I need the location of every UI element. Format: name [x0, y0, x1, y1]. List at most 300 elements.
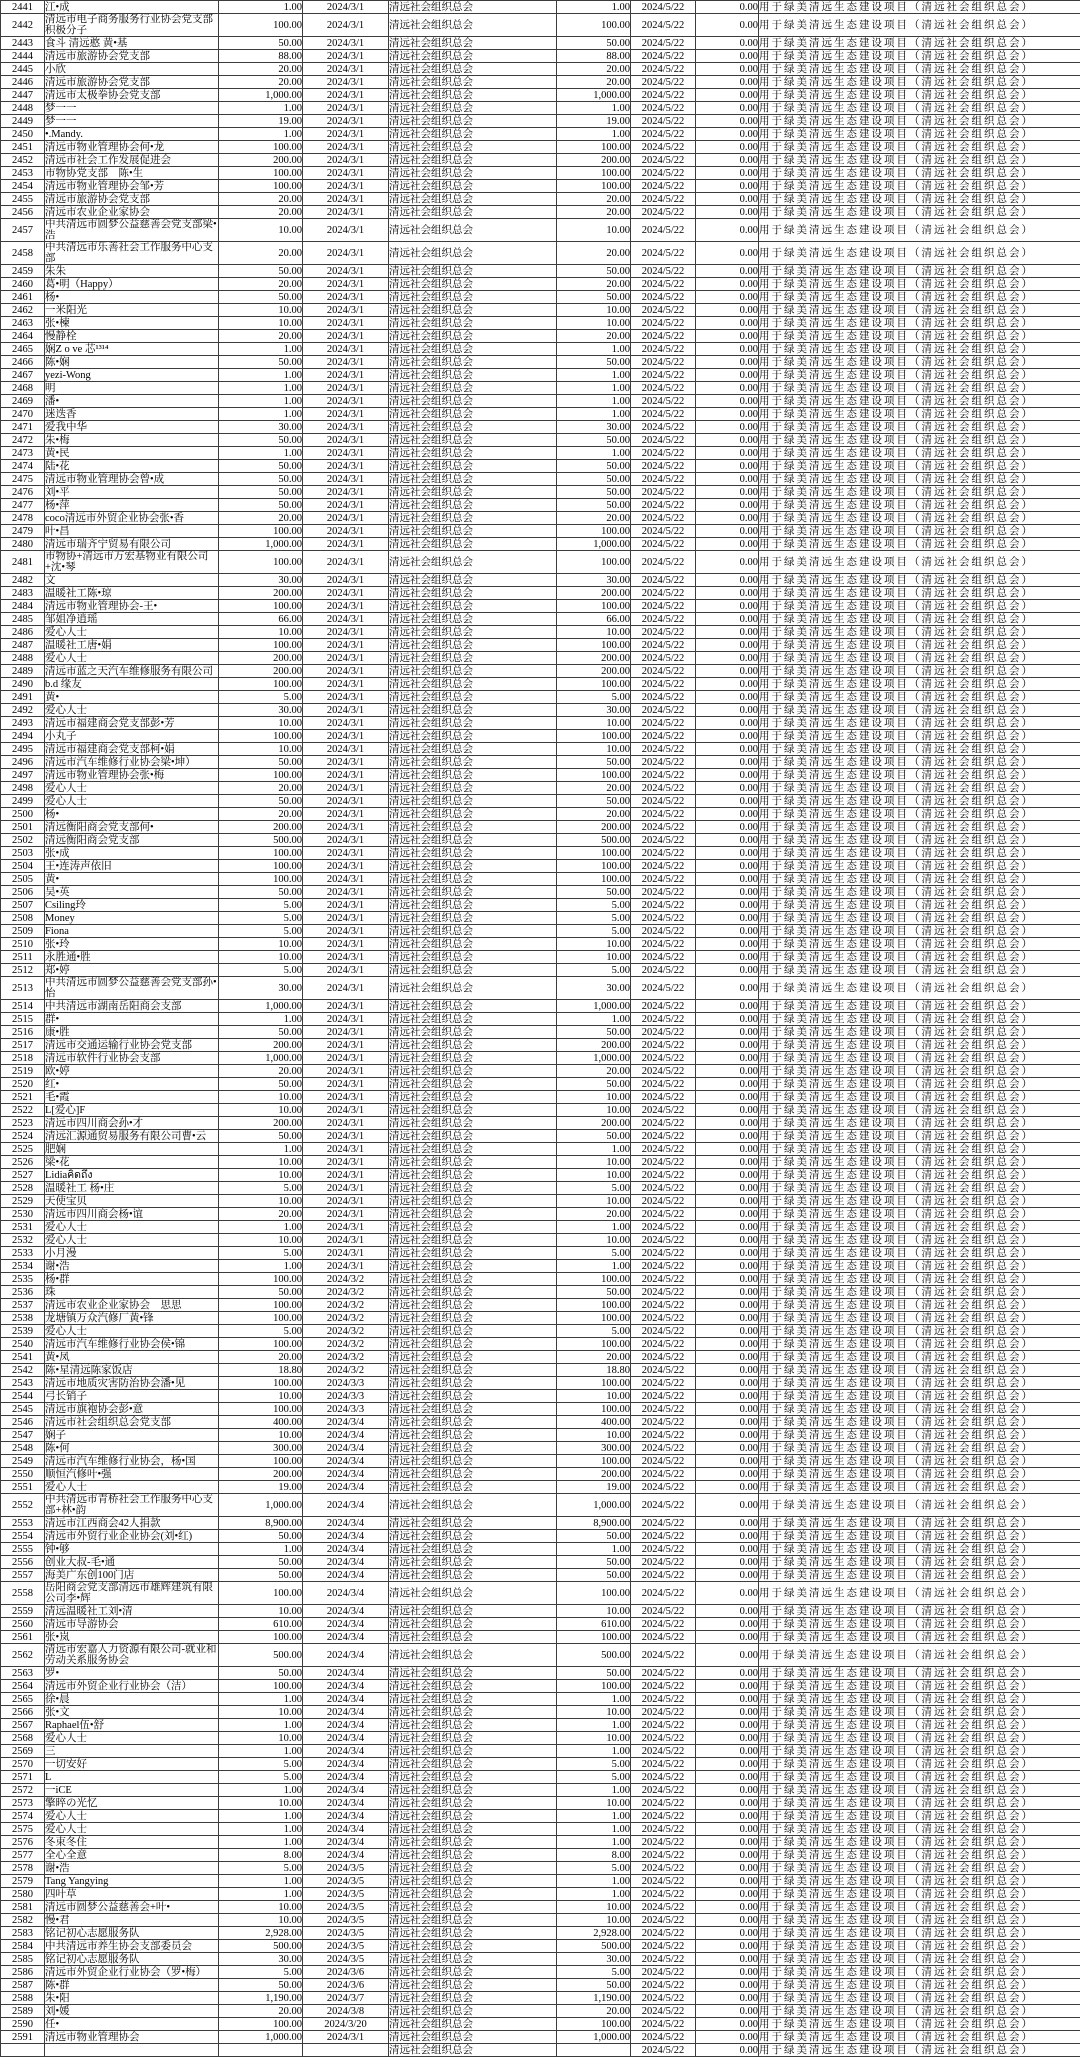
usage-description: 用于绿美清远生态建设项目（清远社会组织总会） — [759, 1849, 1080, 1862]
recipient-org: 清远社会组织总会 — [389, 1530, 557, 1543]
donation-amount: 1,000.00 — [219, 538, 303, 551]
donor-name: 潘• — [45, 395, 219, 408]
row-id: 2465 — [1, 343, 45, 356]
donation-date: 2024/3/1 — [303, 1143, 389, 1156]
usage-description: 用于绿美清远生态建设项目（清远社会组织总会） — [759, 525, 1080, 538]
row-id: 2455 — [1, 193, 45, 206]
balance-amount: 0.00 — [696, 2031, 759, 2044]
usage-description: 用于绿美清远生态建设项目（清远社会组织总会） — [759, 1286, 1080, 1299]
row-id: 2554 — [1, 1530, 45, 1543]
row-id: 2508 — [1, 912, 45, 925]
donation-date: 2024/3/1 — [303, 873, 389, 886]
used-amount: 20.00 — [557, 206, 631, 219]
row-id: 2568 — [1, 1732, 45, 1745]
donor-name: 欧•婷 — [45, 1065, 219, 1078]
row-id: 2509 — [1, 925, 45, 938]
used-amount: 20.00 — [557, 193, 631, 206]
table-row — [1, 1940, 1080, 1953]
usage-date: 2024/5/22 — [631, 587, 696, 600]
row-id: 2523 — [1, 1117, 45, 1130]
donation-date: 2024/3/1 — [303, 600, 389, 613]
balance-amount: 0.00 — [696, 538, 759, 551]
row-id: 2536 — [1, 1286, 45, 1299]
row-id: 2539 — [1, 1325, 45, 1338]
table-row — [1, 180, 1080, 193]
donation-date: 2024/3/2 — [303, 1299, 389, 1312]
used-amount: 400.00 — [557, 1416, 631, 1429]
recipient-org: 清远社会组织总会 — [389, 1940, 557, 1953]
usage-description: 用于绿美清远生态建设项目（清远社会组织总会） — [759, 1104, 1080, 1117]
row-id: 2553 — [1, 1517, 45, 1530]
row-id: 2518 — [1, 1052, 45, 1065]
balance-amount: 0.00 — [696, 1221, 759, 1234]
donor-name: 刘•媛 — [45, 2005, 219, 2018]
table-row — [1, 1221, 1080, 1234]
used-amount: 5.00 — [557, 1325, 631, 1338]
table-row — [1, 1156, 1080, 1169]
recipient-org: 清远社会组织总会 — [389, 1771, 557, 1784]
balance-amount: 0.00 — [696, 180, 759, 193]
usage-date: 2024/5/22 — [631, 1680, 696, 1693]
used-amount: 100.00 — [557, 847, 631, 860]
donation-date: 2024/3/1 — [303, 89, 389, 102]
donor-name: 爱心人士 — [45, 795, 219, 808]
balance-amount: 0.00 — [696, 613, 759, 626]
donation-amount: 1.00 — [219, 1260, 303, 1273]
donor-name: 清远市旅游协会党支部 — [45, 50, 219, 63]
row-id: 2551 — [1, 1481, 45, 1494]
donation-amount: 200.00 — [219, 821, 303, 834]
usage-date: 2024/5/22 — [631, 1273, 696, 1286]
balance-amount: 0.00 — [696, 1351, 759, 1364]
balance-amount: 0.00 — [696, 304, 759, 317]
donor-name: 张•文 — [45, 1706, 219, 1719]
usage-date: 2024/5/22 — [631, 1104, 696, 1117]
recipient-org: 清远社会组织总会 — [389, 1078, 557, 1091]
balance-amount: 0.00 — [696, 782, 759, 795]
used-amount: 50.00 — [557, 37, 631, 50]
table-row — [1, 1013, 1080, 1026]
recipient-org: 清远社会组织总会 — [389, 1810, 557, 1823]
usage-description: 用于绿美清远生态建设项目（清远社会组织总会） — [759, 1455, 1080, 1468]
used-amount: 1.00 — [557, 1143, 631, 1156]
donation-amount: 50.00 — [219, 1979, 303, 1992]
donor-name: 爱心人士 — [45, 1823, 219, 1836]
usage-date: 2024/5/22 — [631, 473, 696, 486]
donation-date: 2024/3/4 — [303, 1468, 389, 1481]
table-row — [1, 115, 1080, 128]
balance-amount: 0.00 — [696, 1195, 759, 1208]
donation-date: 2024/3/4 — [303, 1719, 389, 1732]
donation-amount: 50.00 — [219, 291, 303, 304]
used-amount: 100.00 — [557, 860, 631, 873]
donation-amount: 20.00 — [219, 330, 303, 343]
donation-date: 2024/3/1 — [303, 141, 389, 154]
usage-date: 2024/5/22 — [631, 769, 696, 782]
donation-amount: 1,000.00 — [219, 1494, 303, 1517]
table-row — [1, 1582, 1080, 1605]
balance-amount: 0.00 — [696, 369, 759, 382]
balance-amount: 0.00 — [696, 1680, 759, 1693]
recipient-org: 清远社会组织总会 — [389, 499, 557, 512]
usage-description: 用于绿美清远生态建设项目（清远社会组织总会） — [759, 1732, 1080, 1745]
used-amount: 200.00 — [557, 821, 631, 834]
usage-description: 用于绿美清远生态建设项目（清远社会组织总会） — [759, 1582, 1080, 1605]
usage-description: 用于绿美清远生态建设项目（清远社会组织总会） — [759, 1169, 1080, 1182]
table-row — [1, 808, 1080, 821]
used-amount: 50.00 — [557, 886, 631, 899]
donor-name: 杨• — [45, 291, 219, 304]
recipient-org: 清远社会组织总会 — [389, 1052, 557, 1065]
balance-amount: 0.00 — [696, 525, 759, 538]
table-row — [1, 141, 1080, 154]
usage-description: 用于绿美清远生态建设项目（清远社会组织总会） — [759, 977, 1080, 1000]
usage-date: 2024/5/22 — [631, 925, 696, 938]
donation-amount: 200.00 — [219, 1117, 303, 1130]
row-id: 2537 — [1, 1299, 45, 1312]
usage-date: 2024/5/22 — [631, 704, 696, 717]
usage-date: 2024/5/22 — [631, 717, 696, 730]
donation-amount: 1.00 — [219, 1745, 303, 1758]
row-id: 2470 — [1, 408, 45, 421]
usage-date: 2024/5/22 — [631, 1862, 696, 1875]
table-row — [1, 769, 1080, 782]
used-amount: 20.00 — [557, 782, 631, 795]
donor-name: 食斗 清远憨 黄•基 — [45, 37, 219, 50]
table-row — [1, 1836, 1080, 1849]
donor-name: 顺恒汽修叶•强 — [45, 1468, 219, 1481]
table-row — [1, 1000, 1080, 1013]
donation-date: 2024/3/1 — [303, 1065, 389, 1078]
donation-amount: 50.00 — [219, 265, 303, 278]
table-row — [1, 1862, 1080, 1875]
donation-amount: 1.00 — [219, 1823, 303, 1836]
used-amount: 30.00 — [557, 574, 631, 587]
balance-amount: 0.00 — [696, 1065, 759, 1078]
usage-description: 用于绿美清远生态建设项目（清远社会组织总会） — [759, 938, 1080, 951]
table-row — [1, 1390, 1080, 1403]
usage-description: 用于绿美清远生态建设项目（清远社会组织总会） — [759, 795, 1080, 808]
donor-name: 一iCE — [45, 1784, 219, 1797]
donation-amount: 100.00 — [219, 1377, 303, 1390]
balance-amount: 0.00 — [696, 1338, 759, 1351]
recipient-org: 清远社会组织总会 — [389, 1429, 557, 1442]
donation-date: 2024/3/1 — [303, 808, 389, 821]
usage-date: 2024/5/22 — [631, 1351, 696, 1364]
usage-date: 2024/5/22 — [631, 382, 696, 395]
table-row — [1, 1338, 1080, 1351]
donor-name: 文 — [45, 574, 219, 587]
row-id: 2471 — [1, 421, 45, 434]
usage-date: 2024/5/22 — [631, 2044, 696, 2057]
donation-date: 2024/3/1 — [303, 538, 389, 551]
balance-amount: 0.00 — [696, 1377, 759, 1390]
recipient-org: 清远社会组织总会 — [389, 76, 557, 89]
donor-name: 三 — [45, 1745, 219, 1758]
table-row — [1, 1849, 1080, 1862]
donation-date: 2024/3/1 — [303, 704, 389, 717]
used-amount: 100.00 — [557, 1377, 631, 1390]
donation-date: 2024/3/1 — [303, 938, 389, 951]
donation-amount: 30.00 — [219, 704, 303, 717]
recipient-org: 清远社会组织总会 — [389, 1693, 557, 1706]
donor-name: 梦一一 — [45, 102, 219, 115]
recipient-org: 清远社会组织总会 — [389, 206, 557, 219]
donation-amount: 1.00 — [219, 128, 303, 141]
balance-amount: 0.00 — [696, 1182, 759, 1195]
donation-amount: 50.00 — [219, 1078, 303, 1091]
usage-description: 用于绿美清远生态建设项目（清远社会组织总会） — [759, 717, 1080, 730]
usage-description: 用于绿美清远生态建设项目（清远社会组织总会） — [759, 447, 1080, 460]
donation-date: 2024/3/8 — [303, 2005, 389, 2018]
row-id: 2538 — [1, 1312, 45, 1325]
table-row — [1, 1442, 1080, 1455]
recipient-org: 清远社会组织总会 — [389, 486, 557, 499]
usage-description: 用于绿美清远生态建设项目（清远社会组织总会） — [759, 193, 1080, 206]
donor-name: 龙塘镇万众汽修厂黄•锋 — [45, 1312, 219, 1325]
donation-amount: 1.00 — [219, 408, 303, 421]
donation-date: 2024/3/4 — [303, 1442, 389, 1455]
balance-amount: 0.00 — [696, 408, 759, 421]
donation-amount: 50.00 — [219, 486, 303, 499]
balance-amount: 0.00 — [696, 1667, 759, 1680]
used-amount: 20.00 — [557, 242, 631, 265]
balance-amount: 0.00 — [696, 808, 759, 821]
usage-description: 用于绿美清远生态建设项目（清远社会组织总会） — [759, 1390, 1080, 1403]
donor-name: 红• — [45, 1078, 219, 1091]
donation-amount: 100.00 — [219, 525, 303, 538]
row-id: 2486 — [1, 626, 45, 639]
donation-amount: 100.00 — [219, 551, 303, 574]
balance-amount: 0.00 — [696, 1247, 759, 1260]
used-amount: 20.00 — [557, 63, 631, 76]
donation-amount: 10.00 — [219, 1914, 303, 1927]
usage-date: 2024/5/22 — [631, 1338, 696, 1351]
usage-date: 2024/5/22 — [631, 1745, 696, 1758]
used-amount: 10.00 — [557, 951, 631, 964]
table-row — [1, 434, 1080, 447]
donation-amount: 100.00 — [219, 1299, 303, 1312]
usage-date: 2024/5/22 — [631, 1208, 696, 1221]
recipient-org: 清远社会组织总会 — [389, 1169, 557, 1182]
balance-amount: 0.00 — [696, 1927, 759, 1940]
balance-amount: 0.00 — [696, 652, 759, 665]
recipient-org: 清远社会组织总会 — [389, 1416, 557, 1429]
donor-name: 群• — [45, 1013, 219, 1026]
donation-amount: 1.00 — [219, 1836, 303, 1849]
donation-amount: 5.00 — [219, 1771, 303, 1784]
usage-date: 2024/5/22 — [631, 434, 696, 447]
balance-amount: 0.00 — [696, 1416, 759, 1429]
row-id: 2549 — [1, 1455, 45, 1468]
usage-date: 2024/5/22 — [631, 1797, 696, 1810]
usage-description: 用于绿美清远生态建设项目（清远社会组织总会） — [759, 1221, 1080, 1234]
used-amount: 300.00 — [557, 1442, 631, 1455]
usage-date: 2024/5/22 — [631, 1966, 696, 1979]
donation-date: 2024/3/1 — [303, 821, 389, 834]
recipient-org: 清远社会组织总会 — [389, 1260, 557, 1273]
usage-date: 2024/5/22 — [631, 1875, 696, 1888]
recipient-org: 清远社会组织总会 — [389, 1644, 557, 1667]
balance-amount: 0.00 — [696, 317, 759, 330]
donor-name: 慢•君 — [45, 1914, 219, 1927]
usage-date: 2024/5/22 — [631, 50, 696, 63]
donation-date: 2024/3/4 — [303, 1429, 389, 1442]
recipient-org: 清远社会组织总会 — [389, 1000, 557, 1013]
row-id: 2572 — [1, 1784, 45, 1797]
donor-name: 吴•英 — [45, 886, 219, 899]
table-row — [1, 2044, 1080, 2057]
donation-amount: 1,000.00 — [219, 1052, 303, 1065]
balance-amount: 0.00 — [696, 1823, 759, 1836]
usage-date: 2024/5/22 — [631, 512, 696, 525]
usage-date: 2024/5/22 — [631, 1286, 696, 1299]
balance-amount: 0.00 — [696, 1364, 759, 1377]
recipient-org: 清远社会组织总会 — [389, 795, 557, 808]
used-amount: 500.00 — [557, 1644, 631, 1667]
balance-amount: 0.00 — [696, 37, 759, 50]
recipient-org: 清远社会组织总会 — [389, 1468, 557, 1481]
recipient-org: 清远社会组织总会 — [389, 37, 557, 50]
donation-date: 2024/3/3 — [303, 1390, 389, 1403]
donation-date: 2024/3/5 — [303, 1875, 389, 1888]
usage-date: 2024/5/22 — [631, 1569, 696, 1582]
row-id: 2452 — [1, 154, 45, 167]
row-id: 2454 — [1, 180, 45, 193]
row-id: 2517 — [1, 1039, 45, 1052]
donation-amount: 10.00 — [219, 317, 303, 330]
donor-name: 黄• — [45, 691, 219, 704]
row-id: 2445 — [1, 63, 45, 76]
donation-amount: 1.00 — [219, 1784, 303, 1797]
recipient-org: 清远社会组织总会 — [389, 964, 557, 977]
usage-description: 用于绿美清远生态建设项目（清远社会组织总会） — [759, 1000, 1080, 1013]
balance-amount: 0.00 — [696, 704, 759, 717]
used-amount: 1.00 — [557, 128, 631, 141]
used-amount: 1.00 — [557, 1784, 631, 1797]
used-amount: 1.00 — [557, 1719, 631, 1732]
usage-date: 2024/5/22 — [631, 899, 696, 912]
donation-date: 2024/3/4 — [303, 1836, 389, 1849]
usage-date: 2024/5/22 — [631, 304, 696, 317]
usage-description: 用于绿美清远生态建设项目（清远社会组织总会） — [759, 304, 1080, 317]
balance-amount: 0.00 — [696, 951, 759, 964]
donation-date: 2024/3/1 — [303, 1039, 389, 1052]
usage-date: 2024/5/22 — [631, 1052, 696, 1065]
row-id: 2468 — [1, 382, 45, 395]
row-id: 2525 — [1, 1143, 45, 1156]
usage-description: 用于绿美清远生态建设项目（清远社会组织总会） — [759, 782, 1080, 795]
used-amount: 100.00 — [557, 1338, 631, 1351]
usage-date: 2024/5/22 — [631, 1771, 696, 1784]
row-id: 2482 — [1, 574, 45, 587]
usage-description: 用于绿美清远生态建设项目（清远社会组织总会） — [759, 291, 1080, 304]
used-amount: 20.00 — [557, 278, 631, 291]
donation-date: 2024/3/2 — [303, 1312, 389, 1325]
row-id: 2583 — [1, 1927, 45, 1940]
donation-date: 2024/3/1 — [303, 639, 389, 652]
table-row — [1, 486, 1080, 499]
donation-date: 2024/3/1 — [303, 167, 389, 180]
recipient-org: 清远社会组织总会 — [389, 219, 557, 242]
donor-name: 清远市物业管理协会张•梅 — [45, 769, 219, 782]
table-row — [1, 1351, 1080, 1364]
row-id: 2564 — [1, 1680, 45, 1693]
recipient-org: 清远社会组织总会 — [389, 899, 557, 912]
donation-date: 2024/3/2 — [303, 1351, 389, 1364]
donor-name: 清远市汽车维修行业协会梁•坤） — [45, 756, 219, 769]
usage-description: 用于绿美清远生态建设项目（清远社会组织总会） — [759, 1810, 1080, 1823]
usage-date: 2024/5/22 — [631, 421, 696, 434]
recipient-org: 清远社会组织总会 — [389, 1901, 557, 1914]
donation-date: 2024/3/1 — [303, 925, 389, 938]
usage-description: 用于绿美清远生态建设项目（清远社会组织总会） — [759, 551, 1080, 574]
row-id: 2489 — [1, 665, 45, 678]
donation-amount: 10.00 — [219, 304, 303, 317]
table-row — [1, 743, 1080, 756]
usage-date: 2024/5/22 — [631, 2031, 696, 2044]
table-row — [1, 1680, 1080, 1693]
recipient-org: 清远社会组织总会 — [389, 434, 557, 447]
used-amount: 10.00 — [557, 938, 631, 951]
donation-date: 2024/3/1 — [303, 460, 389, 473]
used-amount: 50.00 — [557, 1026, 631, 1039]
donation-date: 2024/3/4 — [303, 1680, 389, 1693]
donation-date: 2024/3/1 — [303, 317, 389, 330]
donor-name: 清远市汽车维修行业协会侯•锦 — [45, 1338, 219, 1351]
recipient-org: 清远社会组织总会 — [389, 1338, 557, 1351]
recipient-org: 清远社会组织总会 — [389, 873, 557, 886]
donation-date: 2024/3/4 — [303, 1784, 389, 1797]
row-id: 2499 — [1, 795, 45, 808]
donor-name: 清远市旅游协会党支部 — [45, 193, 219, 206]
usage-description: 用于绿美清远生态建设项目（清远社会组织总会） — [759, 691, 1080, 704]
usage-description: 用于绿美清远生态建设项目（清远社会组织总会） — [759, 278, 1080, 291]
donation-amount: 50.00 — [219, 434, 303, 447]
donation-amount: 5.00 — [219, 964, 303, 977]
used-amount: 10.00 — [557, 1732, 631, 1745]
used-amount: 100.00 — [557, 525, 631, 538]
row-id: 2550 — [1, 1468, 45, 1481]
balance-amount: 0.00 — [696, 977, 759, 1000]
row-id: 2578 — [1, 1862, 45, 1875]
used-amount: 50.00 — [557, 1286, 631, 1299]
usage-date: 2024/5/22 — [631, 1784, 696, 1797]
usage-description: 用于绿美清远生态建设项目（清远社会组织总会） — [759, 265, 1080, 278]
usage-date: 2024/5/22 — [631, 1416, 696, 1429]
donation-amount: 10.00 — [219, 1390, 303, 1403]
donation-amount: 50.00 — [219, 756, 303, 769]
usage-date: 2024/5/22 — [631, 76, 696, 89]
donation-amount: 18.80 — [219, 1364, 303, 1377]
used-amount: 50.00 — [557, 265, 631, 278]
row-id: 2450 — [1, 128, 45, 141]
recipient-org: 清远社会组织总会 — [389, 1117, 557, 1130]
row-id: 2515 — [1, 1013, 45, 1026]
donation-amount: 10.00 — [219, 951, 303, 964]
donation-amount: 200.00 — [219, 1039, 303, 1052]
donation-date: 2024/3/1 — [303, 50, 389, 63]
table-row — [1, 1758, 1080, 1771]
donation-amount: 30.00 — [219, 1953, 303, 1966]
recipient-org: 清远社会组织总会 — [389, 1569, 557, 1582]
row-id: 2533 — [1, 1247, 45, 1260]
balance-amount: 0.00 — [696, 193, 759, 206]
balance-amount: 0.00 — [696, 1130, 759, 1143]
balance-amount: 0.00 — [696, 1052, 759, 1065]
row-id: 2472 — [1, 434, 45, 447]
donation-amount: 100.00 — [219, 678, 303, 691]
